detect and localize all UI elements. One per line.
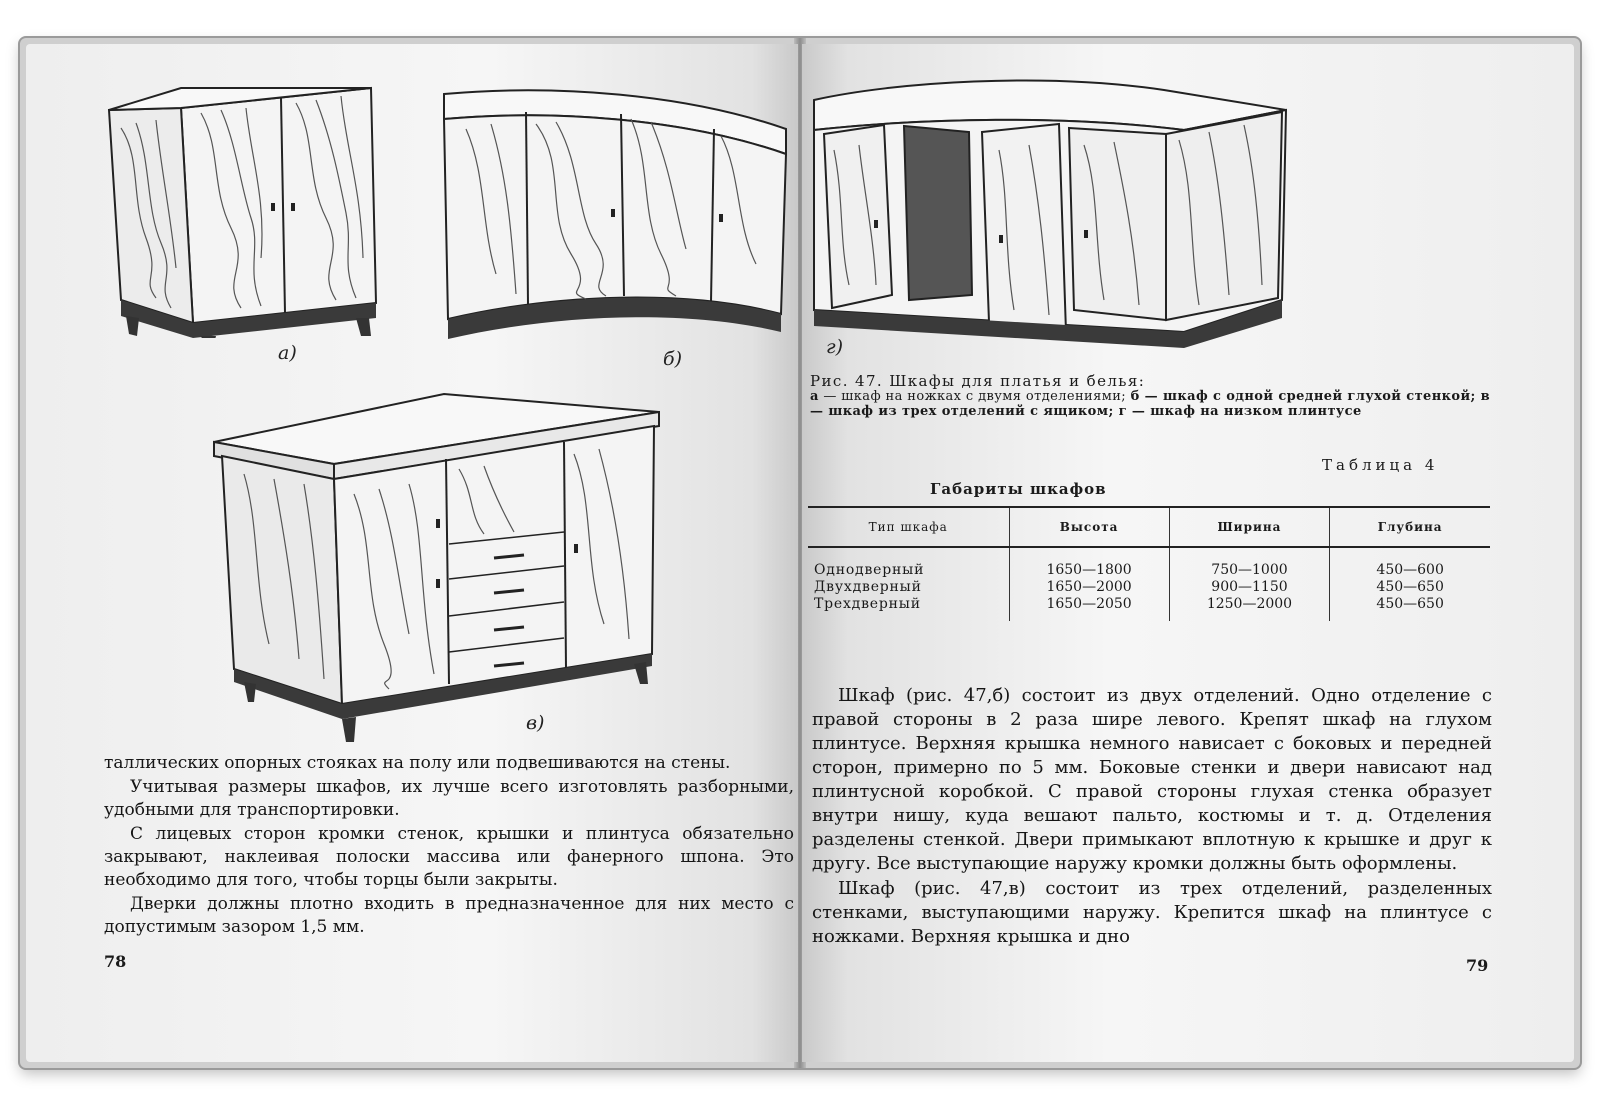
figure-v-cabinet — [204, 384, 664, 744]
caption-text-b: — шкаф с одной средней глухой стенкой; — [1139, 389, 1481, 404]
caption-text-g: — шкаф на низком плинтусе — [1126, 404, 1362, 419]
paragraph: Шкаф (рис. 47,б) состоит из двух отделений. Одно отделение с правой стороны в 2 раза шире левого. Крепят шкаф на глухом плинтусе. Верхняя крышка немного нависает с боковых и передней сторон, примерно по 5 мм. Боковые стенки и двери нависают над плинтусной коробкой. С правой стороны глухая стенка образует внутри нишу, куда вешают пальто, костюмы и т. д. Отделения разделены стенкой. Двери примыкают вплотную к крышке и друг к другу. Все выступающие наружу кромки должны быть оформлены. — [812, 685, 1492, 874]
figure-a-cabinet — [101, 68, 391, 338]
caption-body — [810, 389, 1500, 419]
header-width: Ширина — [1169, 507, 1330, 547]
caption-key-g: г — [1118, 404, 1127, 419]
right-page-text — [812, 684, 1492, 950]
caption-key-v: в — [1480, 389, 1491, 404]
cell-depth: 450—600 — [1330, 547, 1490, 579]
open-book — [20, 38, 1580, 1068]
table-row — [808, 579, 1490, 596]
paragraph: Учитывая размеры шкафов, их лучше всего изготовлять разборными, удобными для транспортировки. — [104, 777, 794, 820]
caption-text-a: — шкаф на ножках с двумя отделениями; — [818, 389, 1131, 404]
cell-type: Однодверный — [814, 562, 925, 578]
table-row — [808, 596, 1490, 621]
paragraph: таллических опорных стояках на полу или подвешиваются на стены. — [104, 753, 731, 773]
header-depth: Глубина — [1330, 507, 1490, 547]
table-row — [808, 547, 1490, 579]
cell-height: 1650—2050 — [1009, 596, 1169, 621]
cell-width: 900—1150 — [1169, 579, 1330, 596]
caption-text-v: — шкаф из трех отделений с ящиком; — [810, 404, 1119, 419]
table-title: Габариты шкафов — [930, 480, 1107, 498]
dimensions-table — [808, 506, 1490, 621]
cell-height: 1650—2000 — [1009, 579, 1169, 596]
page-number-right: 79 — [1466, 956, 1489, 975]
right-page — [802, 44, 1574, 1062]
cell-depth: 450—650 — [1330, 596, 1490, 621]
cell-depth: 450—650 — [1330, 579, 1490, 596]
paragraph: Дверки должны плотно входить в предназначенное для них место с допустимым зазором 1,5 мм. — [104, 894, 794, 937]
header-height: Высота — [1009, 507, 1169, 547]
figure-label-v: в) — [526, 712, 545, 734]
figure-label-b: б) — [663, 348, 683, 370]
cell-type: Двухдверный — [814, 579, 922, 595]
left-page — [26, 44, 798, 1062]
header-type: Тип шкафа — [808, 507, 1009, 547]
table-label: Таблица 4 — [1322, 456, 1439, 474]
paragraph: Шкаф (рис. 47,в) состоит из трех отделений, разделенных стенками, выступающими наружу. Крепится шкаф на плинтусе с ножками. Верхняя крышка и дно — [812, 878, 1492, 947]
cell-width: 750—1000 — [1169, 547, 1330, 579]
figure-b-cabinet — [436, 74, 791, 364]
figure-g-cabinet — [804, 70, 1294, 370]
figure-label-g: г) — [826, 336, 844, 358]
cell-type: Трехдверный — [814, 596, 921, 612]
caption-key-b: б — [1130, 389, 1140, 404]
caption-heading: Рис. 47. Шкафы для платья и белья: — [810, 372, 1146, 390]
paragraph: С лицевых сторон кромки стенок, крышки и плинтуса обязательно закрывают, наклеивая полоски массива или фанерного шпона. Это необходимо для того, чтобы торцы были закрыты. — [104, 824, 794, 890]
figure-label-a: а) — [278, 342, 297, 364]
cell-width: 1250—2000 — [1169, 596, 1330, 621]
figure-caption — [810, 374, 1500, 419]
table-header-row — [808, 507, 1490, 547]
caption-key-a: а — [810, 389, 819, 404]
page-number-left: 78 — [104, 952, 127, 971]
left-page-text — [104, 752, 794, 940]
cell-height: 1650—1800 — [1009, 547, 1169, 579]
